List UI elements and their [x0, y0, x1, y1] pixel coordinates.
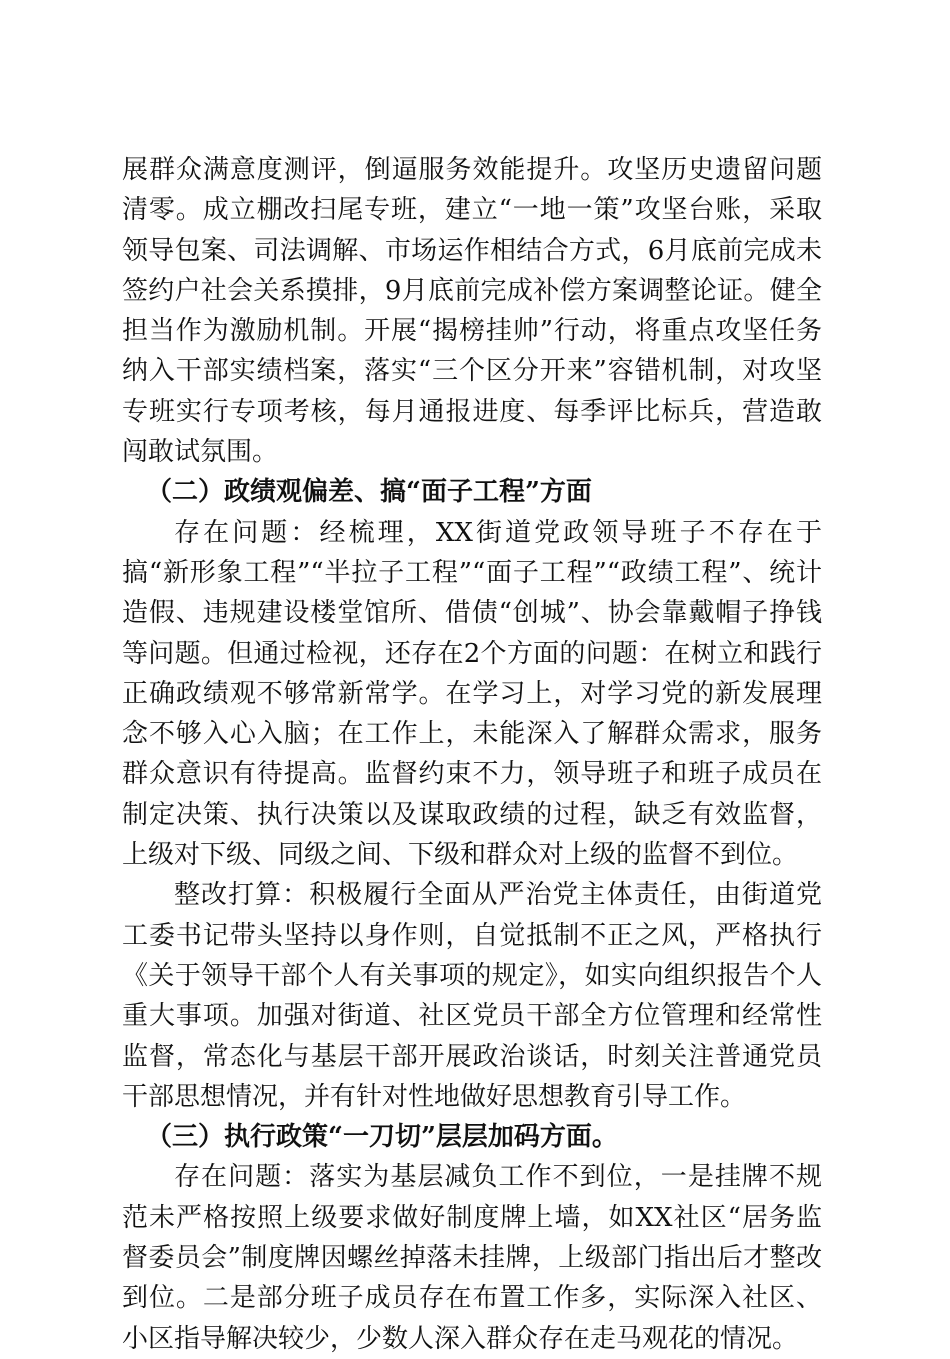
paragraph-plan-2: 整改打算：积极履行全面从严治党主体责任，由街道党工委书记带头坚持以身作则，自觉抵制不正之风，严格执行《关于领导干部个人有关事项的规定》，如实向组织报告个人重大事项。加强对街道、社区党员干部全方位管理和经常性监督，常态化与基层干部开展政治谈话，时刻关注普通党员干部思想情况，并有针对性地做好思想教育引导工作。: [122, 880, 822, 1112]
section-heading-3: （三）执行政策“一刀切”层层加码方面。: [146, 1122, 618, 1153]
document-body: [122, 150, 822, 1359]
section-heading-2: （二）政绩观偏差、搞“面子工程”方面: [146, 477, 592, 508]
paragraph-continuation: 展群众满意度测评，倒逼服务效能提升。攻坚历史遗留问题清零。成立棚改扫尾专班，建立“一地一策”攻坚台账，采取领导包案、司法调解、市场运作相结合方式，6月底前完成未签约户社会关系摸排，9月底前完成补偿方案调整论证。健全担当作为激励机制。开展“揭榜挂帅”行动，将重点攻坚任务纳入干部实绩档案，落实“三个区分开来”容错机制，对攻坚专班实行专项考核，每月通报进度、每季评比标兵，营造敢闯敢试氛围。: [122, 155, 822, 468]
paragraph-issues-2: 存在问题：经梳理，XX街道党政领导班子不存在于搞“新形象工程”“半拉子工程”“面子工程”“政绩工程”、统计造假、违规建设楼堂馆所、借债“创城”、协会靠戴帽子挣钱等问题。但通过检视，还存在2个方面的问题：在树立和践行正确政绩观不够常新常学。在学习上，对学习党的新发展理念不够入心入脑；在工作上，未能深入了解群众需求，服务群众意识有待提高。监督约束不力，领导班子和班子成员在制定决策、执行决策以及谋取政绩的过程，缺乏有效监督，上级对下级、同级之间、下级和群众对上级的监督不到位。: [122, 517, 822, 871]
paragraph-issues-3: 存在问题：落实为基层减负工作不到位，一是挂牌不规范未严格按照上级要求做好制度牌上墙，如XX社区“居务监督委员会”制度牌因螺丝掉落未挂牌，上级部门指出后才整改到位。二是部分班子成员存在布置工作多，实际深入社区、小区指导解决较少，少数人深入群众存在走马观花的情况。: [122, 1162, 822, 1354]
